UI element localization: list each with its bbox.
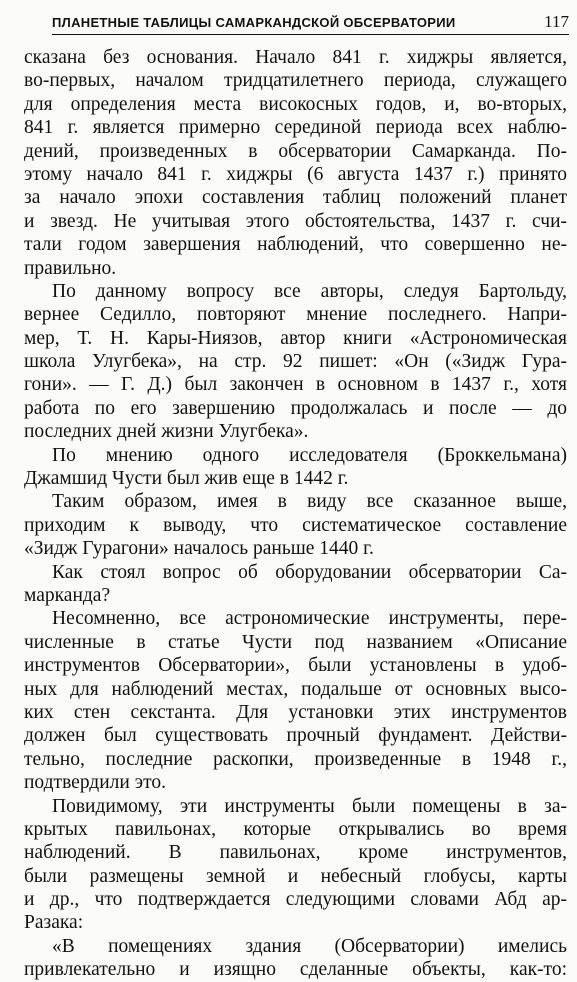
page-number: 117 bbox=[544, 12, 569, 31]
text-line: «В помещениях здания (Обсерватории) имелись bbox=[52, 935, 567, 957]
text-line: и звезд. Не учитывая этого обстоятельства, 1437 г. счи- bbox=[24, 210, 567, 232]
text-line: По данному вопросу все авторы, следуя Бартольду, bbox=[52, 280, 567, 302]
text-line: и др., что подтверждается следующими словами Абд ар- bbox=[24, 889, 567, 911]
text-line: для определения места високосных годов, и, во-вторых, bbox=[24, 93, 567, 115]
body-text bbox=[24, 46, 567, 982]
text-line: сказана без основания. Начало 841 г. хиджры является, bbox=[24, 47, 567, 68]
text-line: подтвердили это. bbox=[24, 772, 166, 794]
text-line: Разака: bbox=[24, 912, 84, 934]
text-line: привлекательно и изящно сделанные объекты, как-то: bbox=[24, 959, 567, 981]
text-line: ких стен секстанта. Для установки этих инструментов bbox=[24, 701, 567, 723]
text-line: «Зидж Гурагони» началось раньше 1440 г. bbox=[24, 538, 374, 560]
text-line: По мнению одного исследователя (Броккельмана) bbox=[52, 444, 567, 466]
text-line: 841 г. является примерно серединой периода всех наблю- bbox=[24, 117, 567, 139]
running-title: ПЛАНЕТНЫЕ ТАБЛИЦЫ САМАРКАНДСКОЙ ОБСЕРВАТОРИИ bbox=[52, 15, 456, 30]
text-line: ных для наблюдений местах, подальше от основных высо- bbox=[24, 678, 567, 700]
text-line: Как стоял вопрос об оборудовании обсерватории Са- bbox=[52, 561, 567, 583]
text-line: Повидимому, эти инструменты были помещены в за- bbox=[52, 795, 567, 817]
text-line: марканда? bbox=[24, 584, 111, 606]
text-line: последних дней жизни Улугбека». bbox=[24, 421, 309, 443]
running-header bbox=[52, 8, 569, 35]
text-line: школа Улугбека», на стр. 92 пишет: «Он («Зидж Гура- bbox=[24, 351, 567, 373]
text-line: Несомненно, все астрономические инструменты, пере- bbox=[52, 608, 567, 630]
text-line: инструментов Обсерватории», были установлены в удоб- bbox=[24, 655, 567, 677]
text-line: гони». — Г. Д.) был закончен в основном в 1437 г., хотя bbox=[24, 374, 567, 396]
text-line: этому начало 841 г. хиджры (6 августа 1437 г.) принято bbox=[24, 163, 567, 185]
text-line: мер, Т. Н. Кары-Ниязов, автор книги «Астрономическая bbox=[24, 327, 567, 349]
text-line: работа по его завершению продолжалась и после — до bbox=[24, 397, 567, 419]
text-line: дений, произведенных в обсерватории Самарканда. По- bbox=[24, 140, 567, 162]
text-line: Таким образом, имея в виду все сказанное выше, bbox=[52, 491, 567, 513]
text-line: тали годом завершения наблюдений, что совершенно не- bbox=[24, 234, 567, 256]
text-line: вернее Седилло, повторяют мнение последнего. Напри- bbox=[24, 304, 567, 326]
text-line: за начало эпохи составления таблиц положений планет bbox=[24, 187, 567, 209]
text-line: правильно. bbox=[24, 257, 117, 279]
text-line: во-первых, началом тридцатилетнего периода, служащего bbox=[24, 70, 567, 92]
text-line: приходим к выводу, что систематическое составление bbox=[24, 514, 567, 536]
text-line: должен был существовать прочный фундамент. Действи- bbox=[24, 725, 567, 747]
text-line: тельно, последние раскопки, произведенные в 1948 г., bbox=[24, 748, 567, 770]
text-line: крытых павильонах, которые открывались во время bbox=[24, 818, 567, 840]
text-line: Джамшид Чусти был жив еще в 1442 г. bbox=[24, 468, 349, 490]
text-line: численные в статье Чусти под названием «Описание bbox=[24, 631, 567, 653]
text-line: были размещены земной и небесный глобусы, карты bbox=[24, 865, 567, 887]
text-line: наблюдений. В павильонах, кроме инструментов, bbox=[24, 842, 567, 864]
